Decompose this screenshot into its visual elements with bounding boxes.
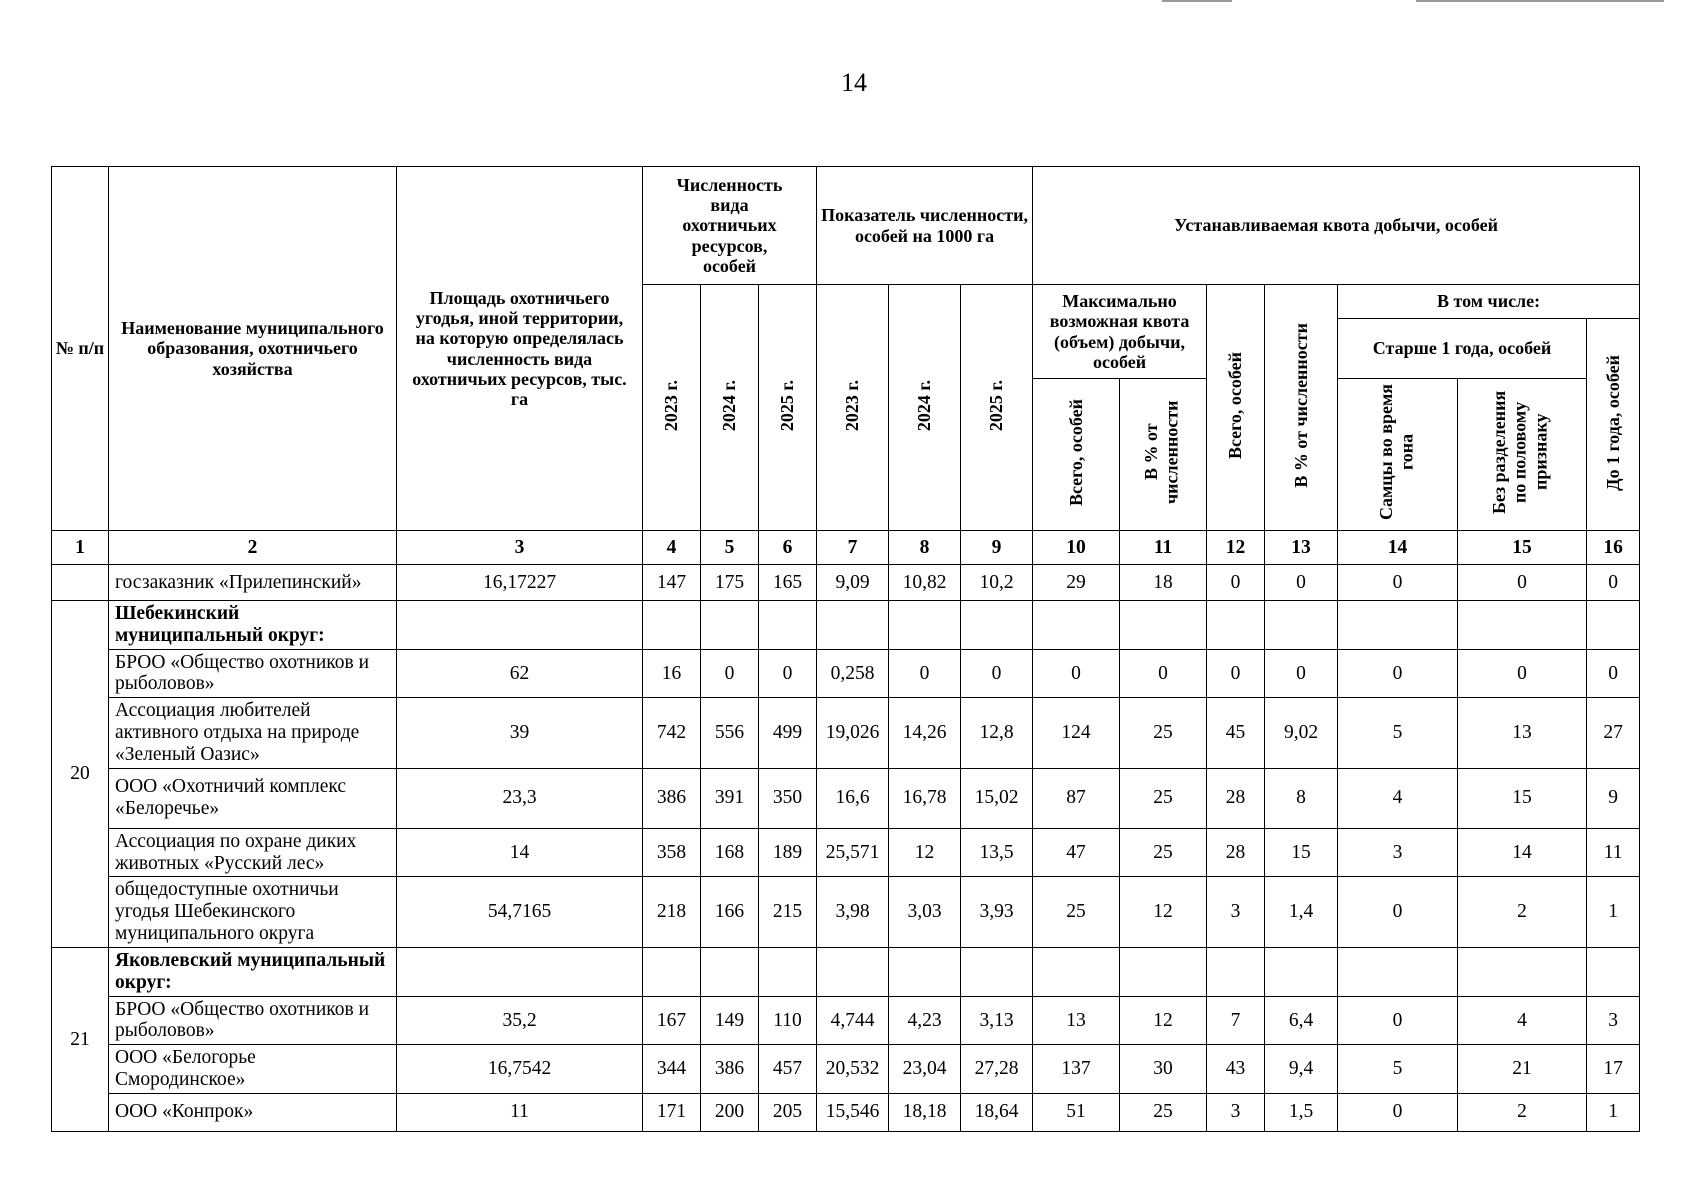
value-cell: 9 (1587, 768, 1640, 828)
value-cell: 147 (643, 565, 701, 601)
value-cell: 5 (1338, 1045, 1458, 1094)
value-cell: 0 (701, 649, 759, 698)
value-cell: 1 (1587, 1093, 1640, 1131)
header-pop-2024: 2024 г. (701, 285, 759, 531)
value-cell: 189 (759, 828, 817, 877)
organization-name: ООО «Охотничий комплекс «Белоречье» (109, 768, 397, 828)
value-cell: 0 (1458, 649, 1587, 698)
value-cell: 9,02 (1265, 698, 1338, 768)
value-cell: 0 (1458, 565, 1587, 601)
organization-name: БРОО «Общество охотников и рыболовов» (109, 996, 397, 1045)
empty-cell (961, 947, 1033, 996)
value-cell: 0 (1338, 877, 1458, 947)
table-row (52, 1093, 1640, 1131)
empty-cell (1265, 601, 1338, 650)
empty-cell (1120, 601, 1207, 650)
value-cell: 25 (1120, 1093, 1207, 1131)
header-density: Показатель численности, особей на 1000 га (817, 167, 1033, 285)
value-cell: 20,532 (817, 1045, 889, 1094)
column-number: 4 (643, 531, 701, 565)
value-cell: 13 (1033, 996, 1120, 1045)
header-in-number: В том числе: (1338, 285, 1640, 319)
table-row (52, 877, 1640, 947)
value-cell: 391 (701, 768, 759, 828)
table-row (52, 996, 1640, 1045)
empty-cell (961, 601, 1033, 650)
value-cell: 0 (961, 649, 1033, 698)
value-cell: 0 (889, 649, 961, 698)
header-den-2023: 2023 г. (817, 285, 889, 531)
header-pop-2025: 2025 г. (759, 285, 817, 531)
value-cell: 1,5 (1265, 1093, 1338, 1131)
empty-cell (1033, 601, 1120, 650)
value-cell: 1 (1587, 877, 1640, 947)
value-cell: 168 (701, 828, 759, 877)
value-cell: 87 (1033, 768, 1120, 828)
value-cell: 14,26 (889, 698, 961, 768)
empty-cell (889, 601, 961, 650)
empty-cell (817, 947, 889, 996)
column-number: 13 (1265, 531, 1338, 565)
value-cell: 18,18 (889, 1093, 961, 1131)
column-number: 5 (701, 531, 759, 565)
value-cell: 3,03 (889, 877, 961, 947)
column-number: 14 (1338, 531, 1458, 565)
hunting-quota-table (51, 166, 1640, 1132)
table-row (52, 565, 1640, 601)
value-cell: 6,4 (1265, 996, 1338, 1045)
empty-cell (701, 601, 759, 650)
value-cell: 12,8 (961, 698, 1033, 768)
header-max-total: Всего, особей (1033, 379, 1120, 531)
column-number: 2 (109, 531, 397, 565)
value-cell: 15,02 (961, 768, 1033, 828)
section-row (52, 601, 1640, 650)
value-cell: 12 (889, 828, 961, 877)
header-den-2025: 2025 г. (961, 285, 1033, 531)
empty-cell (889, 947, 961, 996)
value-cell: 7 (1207, 996, 1265, 1045)
value-cell: 25,571 (817, 828, 889, 877)
empty-cell (1338, 947, 1458, 996)
value-cell: 47 (1033, 828, 1120, 877)
value-cell: 11 (1587, 828, 1640, 877)
column-number: 12 (1207, 531, 1265, 565)
value-cell: 28 (1207, 828, 1265, 877)
empty-cell (701, 947, 759, 996)
column-number: 16 (1587, 531, 1640, 565)
value-cell: 17 (1587, 1045, 1640, 1094)
value-cell: 14 (397, 828, 643, 877)
organization-name: ООО «Белогорье Смородинское» (109, 1045, 397, 1094)
value-cell: 0 (1587, 649, 1640, 698)
table-body (52, 565, 1640, 1132)
column-number: 9 (961, 531, 1033, 565)
scan-edge-line-right (1416, 0, 1664, 2)
value-cell: 3,13 (961, 996, 1033, 1045)
value-cell: 149 (701, 996, 759, 1045)
value-cell: 19,026 (817, 698, 889, 768)
empty-cell (1458, 601, 1587, 650)
column-number: 7 (817, 531, 889, 565)
value-cell: 0 (1587, 565, 1640, 601)
value-cell: 4 (1338, 768, 1458, 828)
organization-name: ООО «Конпрок» (109, 1093, 397, 1131)
value-cell: 62 (397, 649, 643, 698)
column-number: 8 (889, 531, 961, 565)
value-cell: 25 (1120, 698, 1207, 768)
value-cell: 15 (1458, 768, 1587, 828)
empty-cell (397, 601, 643, 650)
value-cell: 21 (1458, 1045, 1587, 1094)
empty-cell (1587, 601, 1640, 650)
value-cell: 0 (1120, 649, 1207, 698)
value-cell: 0 (1338, 1093, 1458, 1131)
row-number: 20 (52, 601, 109, 948)
value-cell: 0 (1265, 649, 1338, 698)
value-cell: 27,28 (961, 1045, 1033, 1094)
section-name: Шебекинский муниципальный округ: (109, 601, 397, 650)
value-cell: 386 (701, 1045, 759, 1094)
value-cell: 0 (1207, 649, 1265, 698)
value-cell: 27 (1587, 698, 1640, 768)
table-row (52, 828, 1640, 877)
value-cell: 3 (1587, 996, 1640, 1045)
header-pct: В % от численности (1265, 285, 1338, 531)
value-cell: 12 (1120, 996, 1207, 1045)
value-cell: 23,3 (397, 768, 643, 828)
value-cell: 11 (397, 1093, 643, 1131)
value-cell: 124 (1033, 698, 1120, 768)
value-cell: 13 (1458, 698, 1587, 768)
value-cell: 742 (643, 698, 701, 768)
value-cell: 3,98 (817, 877, 889, 947)
value-cell: 3 (1338, 828, 1458, 877)
header-name: Наименование муниципального образования, охотничьего хозяйства (109, 167, 397, 531)
value-cell: 499 (759, 698, 817, 768)
value-cell: 0 (1338, 649, 1458, 698)
value-cell: 18 (1120, 565, 1207, 601)
header-den-2024: 2024 г. (889, 285, 961, 531)
value-cell: 16,6 (817, 768, 889, 828)
header-older-1-year: Старше 1 года, особей (1338, 319, 1587, 379)
empty-cell (643, 601, 701, 650)
value-cell: 4 (1458, 996, 1587, 1045)
value-cell: 166 (701, 877, 759, 947)
empty-cell (759, 601, 817, 650)
scan-edge-line-left (1162, 0, 1232, 2)
value-cell: 45 (1207, 698, 1265, 768)
header-num: № п/п (52, 167, 109, 531)
value-cell: 175 (701, 565, 759, 601)
value-cell: 14 (1458, 828, 1587, 877)
value-cell: 358 (643, 828, 701, 877)
value-cell: 54,7165 (397, 877, 643, 947)
header-no-sex-division: Без разделения по половому признаку (1458, 379, 1587, 531)
value-cell: 8 (1265, 768, 1338, 828)
value-cell: 18,64 (961, 1093, 1033, 1131)
value-cell: 30 (1120, 1045, 1207, 1094)
value-cell: 10,2 (961, 565, 1033, 601)
organization-name: Ассоциация любителей активного отдыха на природе «Зеленый Оазис» (109, 698, 397, 768)
value-cell: 200 (701, 1093, 759, 1131)
value-cell: 16,78 (889, 768, 961, 828)
value-cell: 10,82 (889, 565, 961, 601)
column-number: 6 (759, 531, 817, 565)
header-max-quota: Максимально возможная квота (объем) добычи, особей (1033, 285, 1207, 379)
organization-name: госзаказник «Прилепинский» (109, 565, 397, 601)
column-number: 3 (397, 531, 643, 565)
value-cell: 15,546 (817, 1093, 889, 1131)
column-number: 15 (1458, 531, 1587, 565)
value-cell: 2 (1458, 877, 1587, 947)
value-cell: 0 (1207, 565, 1265, 601)
value-cell: 205 (759, 1093, 817, 1131)
empty-cell (643, 947, 701, 996)
value-cell: 39 (397, 698, 643, 768)
section-name: Яковлевский муниципальный округ: (109, 947, 397, 996)
empty-cell (397, 947, 643, 996)
value-cell: 110 (759, 996, 817, 1045)
table-row (52, 1045, 1640, 1094)
value-cell: 0 (1265, 565, 1338, 601)
value-cell: 350 (759, 768, 817, 828)
value-cell: 218 (643, 877, 701, 947)
value-cell: 13,5 (961, 828, 1033, 877)
value-cell: 25 (1033, 877, 1120, 947)
value-cell: 35,2 (397, 996, 643, 1045)
empty-cell (759, 947, 817, 996)
value-cell: 16 (643, 649, 701, 698)
value-cell: 5 (1338, 698, 1458, 768)
column-number: 10 (1033, 531, 1120, 565)
empty-cell (1120, 947, 1207, 996)
value-cell: 3 (1207, 877, 1265, 947)
value-cell: 25 (1120, 768, 1207, 828)
table-row (52, 768, 1640, 828)
value-cell: 556 (701, 698, 759, 768)
column-number: 1 (52, 531, 109, 565)
value-cell: 12 (1120, 877, 1207, 947)
header-quota: Устанавливаемая квота добычи, особей (1033, 167, 1640, 285)
value-cell: 43 (1207, 1045, 1265, 1094)
value-cell: 15 (1265, 828, 1338, 877)
empty-cell (1458, 947, 1587, 996)
value-cell: 29 (1033, 565, 1120, 601)
row-number: 21 (52, 947, 109, 1131)
value-cell: 16,17227 (397, 565, 643, 601)
value-cell: 28 (1207, 768, 1265, 828)
value-cell: 0 (759, 649, 817, 698)
organization-name: общедоступные охотничьи угодья Шебекинского муниципального округа (109, 877, 397, 947)
value-cell: 0 (1033, 649, 1120, 698)
value-cell: 51 (1033, 1093, 1120, 1131)
empty-cell (1338, 601, 1458, 650)
value-cell: 386 (643, 768, 701, 828)
header-area: Площадь охотничьего угодья, иной территории, на которую определялась численность вида охотничьих ресурсов, тыс. га (397, 167, 643, 531)
empty-cell (1207, 601, 1265, 650)
value-cell: 344 (643, 1045, 701, 1094)
empty-cell (1207, 947, 1265, 996)
organization-name: Ассоциация по охране диких животных «Русский лес» (109, 828, 397, 877)
value-cell: 215 (759, 877, 817, 947)
empty-cell (1265, 947, 1338, 996)
value-cell: 3 (1207, 1093, 1265, 1131)
empty-cell (817, 601, 889, 650)
organization-name: БРОО «Общество охотников и рыболовов» (109, 649, 397, 698)
value-cell: 16,7542 (397, 1045, 643, 1094)
column-number: 11 (1120, 531, 1207, 565)
value-cell: 457 (759, 1045, 817, 1094)
value-cell: 171 (643, 1093, 701, 1131)
column-number-row (52, 531, 1640, 565)
row-number (52, 565, 109, 601)
header-population: Численность вида охотничьих ресурсов, особей (643, 167, 817, 285)
header-total: Всего, особей (1207, 285, 1265, 531)
header-males-rut: Самцы во время гона (1338, 379, 1458, 531)
empty-cell (1033, 947, 1120, 996)
value-cell: 0 (1338, 565, 1458, 601)
value-cell: 4,744 (817, 996, 889, 1045)
value-cell: 2 (1458, 1093, 1587, 1131)
page-number: 14 (841, 68, 867, 97)
table-row (52, 698, 1640, 768)
value-cell: 9,4 (1265, 1045, 1338, 1094)
value-cell: 137 (1033, 1045, 1120, 1094)
header-max-pct: В % от численности (1120, 379, 1207, 531)
value-cell: 25 (1120, 828, 1207, 877)
value-cell: 3,93 (961, 877, 1033, 947)
header-pop-2023: 2023 г. (643, 285, 701, 531)
section-row (52, 947, 1640, 996)
header-under-1-year: До 1 года, особей (1587, 319, 1640, 531)
value-cell: 0,258 (817, 649, 889, 698)
value-cell: 167 (643, 996, 701, 1045)
value-cell: 4,23 (889, 996, 961, 1045)
value-cell: 9,09 (817, 565, 889, 601)
value-cell: 23,04 (889, 1045, 961, 1094)
value-cell: 0 (1338, 996, 1458, 1045)
table-row (52, 649, 1640, 698)
value-cell: 165 (759, 565, 817, 601)
empty-cell (1587, 947, 1640, 996)
value-cell: 1,4 (1265, 877, 1338, 947)
